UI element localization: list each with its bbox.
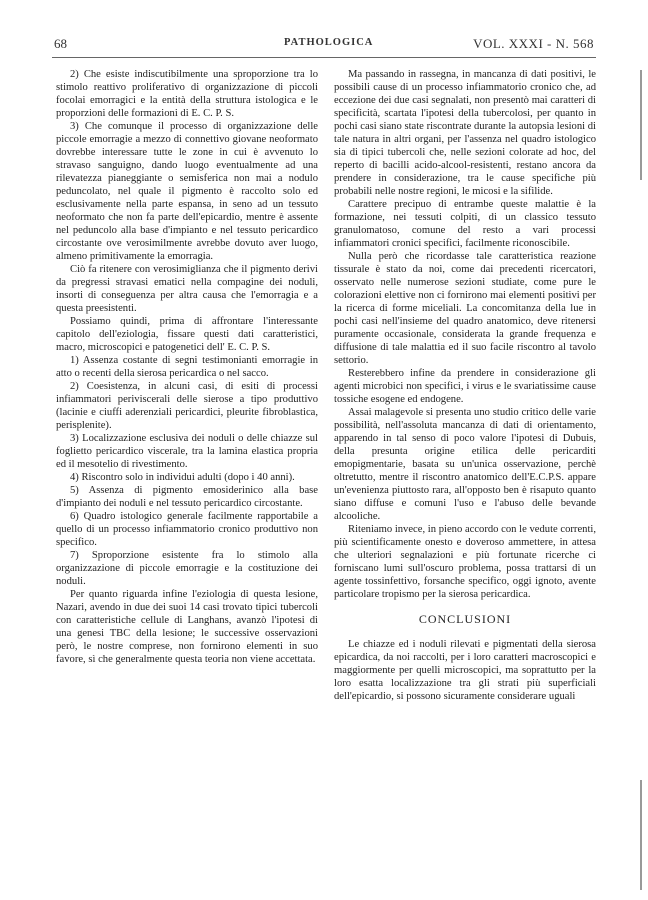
- paragraph: 3) Che comunque il processo di organizzazione delle piccole emorragie a mezzo di connettivo giovane neoformato dovrebbe interessare tutte le zone in cui è avvenuto lo stravaso sanguigno, dando luogo eventualmente ad una rilevatezza pianeggiante o semisferica non mai a nodulo peduncolato, nel quale il pigmento è raccolto solo ed esclusivamente nella parte espansa, in seno ad un tessuto neoformato che non fa parte dell'epicardio, mentre è assente nel peduncolo alla base d'impianto e nel tessuto pericardico circostante ove verosimilmente avrebbe dovuto aver luogo, almeno primitivamente la emorragia.: [56, 121, 318, 262]
- list-item: 4) Riscontro solo in individui adulti (dopo i 40 anni).: [70, 472, 295, 483]
- volume-number: VOL. XXXI - N. 568: [473, 36, 594, 51]
- journal-title: PATHOLOGICA: [284, 37, 374, 48]
- paragraph: Assai malagevole si presenta uno studio critico delle varie possibilità, nell'assoluta mancanza di dati di orientamento, apparendo in tal senso di poco valore l'ipotesi di Dubuis, della presunta origine etilica delle pericarditi emopigmentarie, basata su un'unica osservazione, perchè oltretutto, mentre il riscontro anatomico dell'E.C.P.S. appare un'evenienza piuttosto rara, all'opposto ben è risaputo quanto siano diffuse e comuni l'uso e l'abuso delle bevande alcooliche.: [334, 407, 596, 522]
- running-head: [54, 36, 594, 54]
- list-item: 7) Sproporzione esistente fra lo stimolo alla organizzazione di piccole emorragie e la costituzione dei noduli.: [56, 550, 318, 587]
- list-item: 5) Assenza di pigmento emosiderinico alla base d'impianto dei noduli e nel tessuto pericardico circostante.: [56, 485, 318, 509]
- conclusion-paragraph: Le chiazze ed i noduli rilevati e pigmentati della sierosa epicardica, da noi raccolti, per i loro caratteri macroscopici e maggiormente per quelli microscopici, ma soprattutto per la loro esatta localizzazione tra gli strati più superficiali dell'epicardio, si possono sicuramente considerare uguali: [334, 639, 596, 702]
- paragraph: Nulla però che ricordasse tale caratteristica reazione tissurale è stato da noi, come dai precedenti ricercatori, osservato nelle numerose sezioni studiate, come pure le colorazioni elettive non ci fornirono mai elementi positivi per la ricerca di forme miceliali. La concomitanza della lue in pochi casi nell'insieme del quadro anatomico, deve ritenersi puramente occasionale, considerata la grande frequenza e diffusione di tale malattia ed il suo facile riscontro al tavolo settorio.: [334, 251, 596, 366]
- paragraph: Per quanto riguarda infine l'eziologia di questa lesione, Nazari, avendo in due dei suoi 14 casi trovato tipici tubercoli con caratteristiche cellule di Langhans, avanzò l'ipotesi di una genesi TBC della lesione; le successive osservazioni però, le nostre comprese, non fornirono elementi in suo favore, sì che generalmente questa teoria non viene accettata.: [56, 589, 318, 665]
- section-heading: CONCLUSIONI: [418, 612, 512, 626]
- right-column: [334, 68, 596, 703]
- paragraph: Possiamo quindi, prima di affrontare l'interessante capitolo dell'eziologia, fissare questi dati caratteristici, macro, microscopici e patogenetici dell' E. C. P. S.: [56, 316, 318, 353]
- scan-edge-mark: [640, 780, 642, 890]
- paragraph: Ciò fa ritenere con verosimiglianza che il pigmento derivi da pregressi stravasi ematici nella compagine dei noduli, insorti di conseguenza per altra causa che l'emorragia e a questa preesistenti.: [56, 264, 318, 314]
- paragraph: Resterebbero infine da prendere in considerazione gli agenti microbici non specifici, i virus e le svariatissime cause tossiche esogene ed endogene.: [334, 368, 596, 405]
- list-item: 6) Quadro istologico generale facilmente rapportabile a quello di un processo infiammatorio cronico produttivo non specifico.: [56, 511, 318, 548]
- list-item: 2) Coesistenza, in alcuni casi, di esiti di processi infiammatori periviscerali delle sierose a tipo produttivo (lacinie e ciuffi aderenziali pericardici, pleurite fibroblastica, perisplenite).: [56, 381, 318, 431]
- list-item: 3) Localizzazione esclusiva dei noduli o delle chiazze sul foglietto pericardico viscerale, tra la lamina elastica propria ed il mesotelio di rivestimento.: [56, 433, 318, 470]
- paragraph: Ma passando in rassegna, in mancanza di dati positivi, le possibili cause di un processo infiammatorio cronico che, ad eccezione dei due casi segnalati, non presentò mai caratteri di specificità, scartata l'ipotesi della tubercolosi, per quanto in pochi casi siano state riscontrate durante la autopsia lesioni di tale natura in altri organi, per l'assenza nel quadro istologico sia di tipici tubercoli che, nelle sezioni colorate ad hoc, del reperto di bacilli acido-alcool-resistenti, restano ancora da prendere in considerazione, tra le cause specifiche più probabili nelle nostre regioni, le micosi e la sifilide.: [334, 69, 596, 197]
- left-column: [56, 68, 318, 666]
- page-number: 68: [54, 36, 67, 51]
- paragraph: 2) Che esiste indiscutibilmente una sproporzione tra lo stimolo reattivo proliferativo di organizzazione di piccoli focolai emorragici e la entità della struttura istologica e le proporzioni delle formazioni di E. C. P. S.: [56, 69, 318, 119]
- paragraph: Carattere precipuo di entrambe queste malattie è la formazione, nei tessuti colpiti, di un classico tessuto granulomatoso, comune del resto a vari processi infiammatori cronici specifici, facilmente riconoscibile.: [334, 199, 596, 249]
- list-item: 1) Assenza costante di segni testimonianti emorragie in atto o recenti della sierosa pericardica o nel sacco.: [56, 355, 318, 379]
- paragraph: Riteniamo invece, in pieno accordo con le vedute correnti, più scientificamente onesto e doveroso ammettere, in attesa che ulteriori segnalazioni e più fortunate ricerche ci forniscano lumi sull'oscuro problema, possa trattarsi di un agente tossinfettivo, forsanche specifico, oggi ignoto, avente particolare tropismo per la sierosa pericardica.: [334, 524, 596, 600]
- scan-edge-mark: [640, 70, 642, 180]
- header-rule: [52, 57, 596, 58]
